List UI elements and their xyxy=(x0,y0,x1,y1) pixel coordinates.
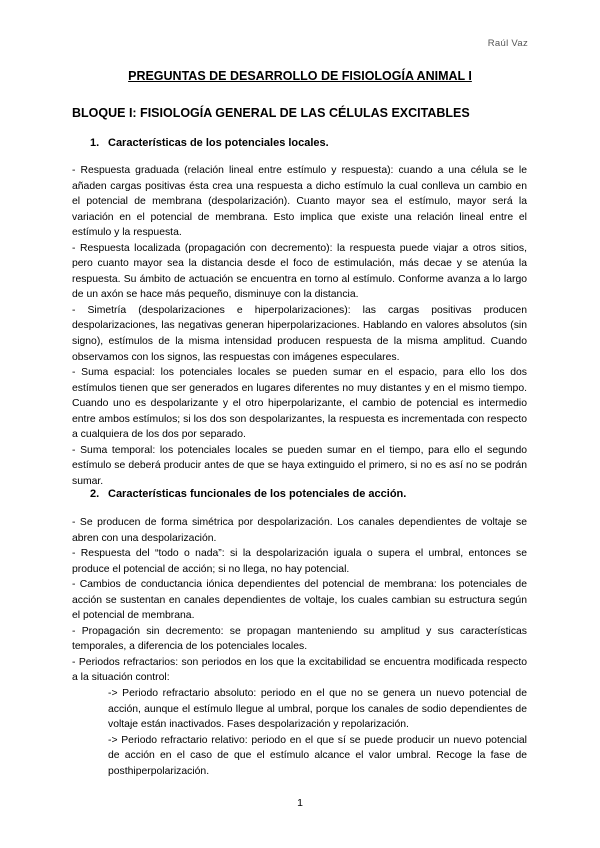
section-2-title: Características funcionales de los potenciales de acción. xyxy=(108,488,407,500)
paragraph: - Cambios de conductancia iónica dependientes del potencial de membrana: los potenciales de acción se sustentan en canales dependientes de voltaje, los cuales cambian su estructura según el potencial de membrana. xyxy=(72,579,527,622)
paragraph: - Se producen de forma simétrica por despolarización. Los canales dependientes de voltaje se abren con una despolarización. xyxy=(72,517,527,544)
paragraph: - Periodos refractarios: son periodos en los que la excitabilidad se encuentra modificada respecto a la situación control: xyxy=(72,656,527,684)
paragraph: - Simetría (despolarizaciones e hiperpolarizaciones): las cargas positivas producen despolarizaciones, las negativas generan hiperpolarizaciones. Hablando en valores absolutos (sin signo), estímulos de la misma intensidad producen respuesta de la misma amplitud. Cuando observamos con los signos, las respuestas con imágenes especulares. xyxy=(72,304,527,363)
page-number: 1 xyxy=(297,797,303,809)
paragraph: - Suma espacial: los potenciales locales se pueden sumar en el espacio, para ello los dos estímulos tienen que ser generados en lugares diferentes no muy distantes y en el mismo tiempo. Cuando uno es despolarizante y el otro hiperpolarizante, el cambio de potencial es intermedio entre ambos estímulos; si los dos son despolarizantes, la respuesta es incrementada con respecto a cualquiera de los dos por separado. xyxy=(72,367,527,441)
paragraph: - Respuesta localizada (propagación con decremento): la respuesta puede viajar a otros sitios, pero cuanto mayor sea la distancia desde el foco de estimulación, más decae y se atenúa la respuesta. Su ámbito de actuación se encuentra en torno al estímulo. Conforme avanza a lo largo de un axón se hace más pequeño, disminuye con la distancia. xyxy=(72,242,527,301)
section-2-body xyxy=(72,515,527,779)
paragraph: - Suma temporal: los potenciales locales se pueden sumar en el tiempo, para ello el segundo estímulo se deberá producir antes de que se haya extinguido el primero, si no es así no se podrán sumar. xyxy=(72,444,527,487)
section-2-number: 2. xyxy=(90,488,100,500)
document-title: PREGUNTAS DE DESARROLLO DE FISIOLOGÍA ANIMAL I xyxy=(128,69,472,83)
paragraph: - Propagación sin decremento: se propagan manteniendo su amplitud y sus características temporales, a diferencia de los potenciales locales. xyxy=(72,625,527,653)
paragraph: - Respuesta graduada (relación lineal entre estímulo y respuesta): cuando a una célula se le añaden cargas positivas ésta crea una respuesta a dicho estímulo la cual conlleva un cambio en el potencial de membrana (despolarización). Cuanto mayor sea el estímulo, mayor será la variación en el potencial de membrana. Esto implica que existe una relación lineal entre el estímulo y la respuesta. xyxy=(72,165,527,239)
sub-item: -> Periodo refractario absoluto: periodo en el que no se genera un nuevo potencial de acción, aunque el estímulo llegue al umbral, porque los canales de sodio dependientes de voltaje están inactivados. Fases despolarización y repolarización. xyxy=(108,688,527,731)
section-1-heading xyxy=(90,137,329,149)
header-author: Raúl Vaz xyxy=(487,38,528,49)
section-2-heading xyxy=(90,488,406,500)
paragraph: - Respuesta del “todo o nada”: si la despolarización iguala o supera el umbral, entonces se produce el potencial de acción; si no llega, no hay potencial. xyxy=(72,548,527,575)
section-1-number: 1. xyxy=(90,137,100,149)
section-1-title: Características de los potenciales locales. xyxy=(108,137,329,149)
sub-item: -> Periodo refractario relativo: periodo en el que sí se puede producir un nuevo potencial de acción en el caso de que el estímulo alcance el valor umbral. Recoge la fase de posthiperpolarización. xyxy=(108,734,527,777)
section-1-body xyxy=(72,163,527,489)
block-title: BLOQUE I: FISIOLOGÍA GENERAL DE LAS CÉLULAS EXCITABLES xyxy=(72,106,470,120)
